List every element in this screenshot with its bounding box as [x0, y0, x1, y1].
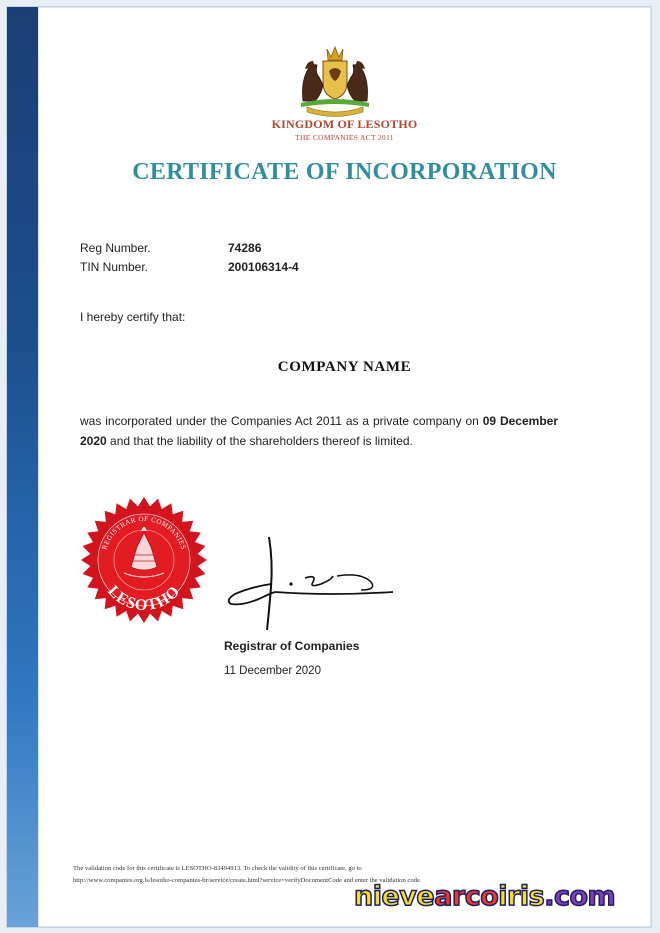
tin-number-value: 200106314-4 [228, 260, 299, 274]
certify-statement: I hereby certify that: [80, 310, 186, 324]
coat-of-arms-icon [293, 43, 377, 117]
statement-text-end: and that the liability of the shareholders thereof is limited. [106, 434, 413, 448]
seal-bottom-text: LESOTHO [104, 582, 184, 615]
reg-number-label: Reg Number. [80, 241, 151, 255]
companies-act-subheading: THE COMPANIES ACT 2011 [295, 133, 394, 142]
certificate-title: CERTIFICATE OF INCORPORATION [132, 159, 557, 185]
validation-code-text: The validation code for this certificate is LESOTHO-83494913. To check the validity of this certificate, go to [73, 865, 362, 872]
registrar-seal-icon [79, 495, 209, 625]
registrar-date: 11 December 2020 [224, 665, 321, 677]
seal-top-text: REGISTRAR OF COMPANIES [100, 514, 188, 551]
watermark-part-4: .com [544, 881, 616, 912]
company-name: COMPANY NAME [277, 359, 412, 375]
tin-number-label: TIN Number. [80, 260, 149, 274]
page-border [38, 7, 651, 927]
incorporation-statement [80, 411, 558, 451]
registrar-signature [221, 532, 401, 632]
kingdom-heading: KINGDOM OF LESOTHO [271, 117, 418, 131]
statement-text-start: was incorporated under the Companies Act 2011 as a private company on [80, 414, 483, 428]
validation-url-text: http://www.companies.org.ls/lesotho-companies-br/service/create.html?service=verifyDocumentCode and enter the validation code. [73, 877, 422, 884]
watermark-part-3: iris [498, 881, 545, 912]
registrar-title: Registrar of Companies [224, 639, 360, 653]
watermark-part-1: nieve [354, 881, 435, 912]
left-blue-strip [7, 7, 38, 927]
reg-number-value: 74286 [228, 241, 262, 255]
certificate-page [6, 6, 652, 928]
watermark-part-2: arco [434, 881, 499, 912]
incorporation-date: 09 December 2020 [80, 414, 558, 448]
watermark-logo [354, 880, 615, 914]
